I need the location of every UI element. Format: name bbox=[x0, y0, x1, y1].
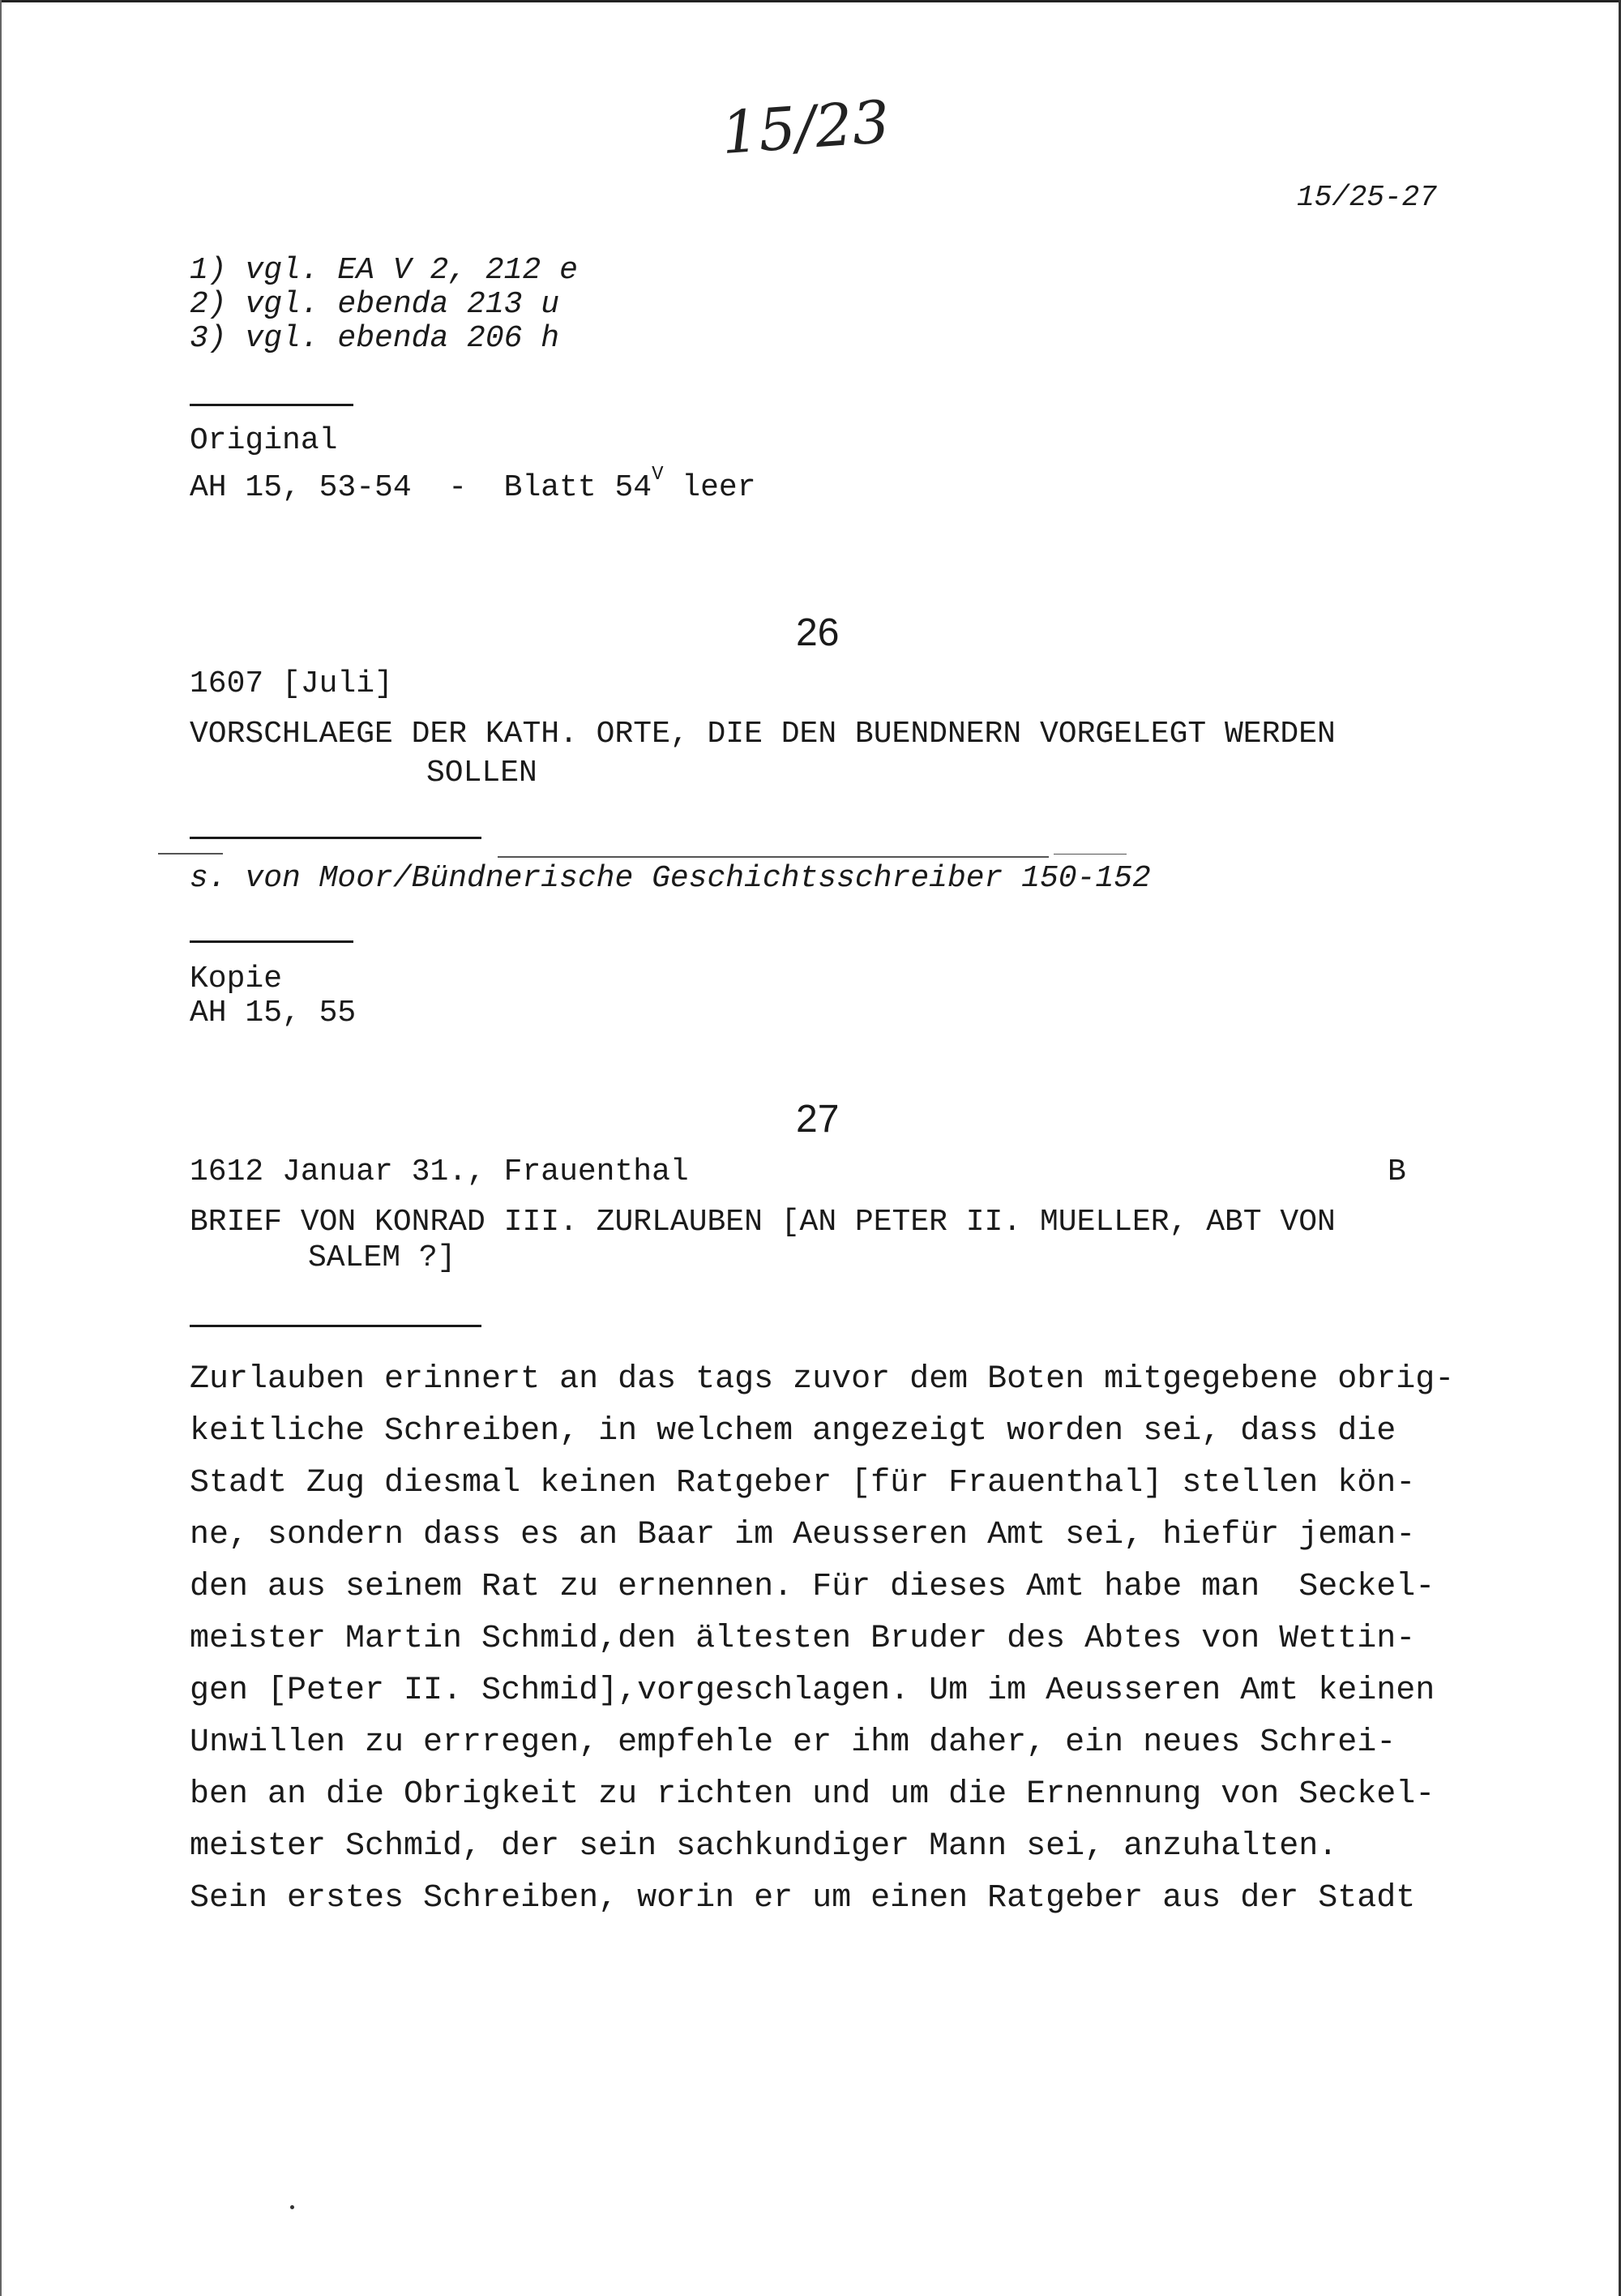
body-line: keitliche Schreiben, in welchem angezeigt worden sei, dass die bbox=[190, 1413, 1396, 1450]
handwritten-archive-number: 15/23 bbox=[719, 87, 892, 168]
body-line: meister Martin Schmid,den ältesten Bruder des Abtes von Wettin- bbox=[190, 1621, 1416, 1657]
footnote-2: 2) vgl. ebenda 213 u bbox=[190, 287, 560, 322]
body-line: gen [Peter II. Schmid],vorgeschlagen. Um im Aeusseren Amt keinen bbox=[190, 1673, 1435, 1709]
page-edge-top bbox=[0, 0, 1621, 2]
page-reference: 15/25-27 bbox=[1297, 181, 1437, 214]
body-line: Stadt Zug diesmal keinen Ratgeber [für Frauenthal] stellen kön- bbox=[190, 1465, 1416, 1501]
body-line: Unwillen zu errregen, empfehle er ihm daher, ein neues Schrei- bbox=[190, 1724, 1396, 1761]
body-line: den aus seinem Rat zu ernennen. Für dieses Amt habe man Seckel- bbox=[190, 1569, 1435, 1605]
scan-artifact bbox=[1054, 854, 1127, 855]
body-line: Sein erstes Schreiben, worin er um einen Ratgeber aus der Stadt bbox=[190, 1880, 1416, 1917]
body-line: ne, sondern dass es an Baar im Aeusseren Amt sei, hiefür jeman- bbox=[190, 1517, 1416, 1553]
page-edge-left bbox=[0, 0, 2, 2296]
body-line: Zurlauben erinnert an das tags zuvor dem Boten mitgegebene obrig- bbox=[190, 1361, 1455, 1398]
entry-26-title-line1: VORSCHLAEGE DER KATH. ORTE, DIE DEN BUENDNERN VORGELEGT WERDEN bbox=[190, 717, 1336, 752]
body-line: ben an die Obrigkeit zu richten und um die Ernennung von Seckel- bbox=[190, 1776, 1435, 1813]
entry-26-source-ref: AH 15, 55 bbox=[190, 996, 357, 1030]
entry-27-marker: B bbox=[1388, 1154, 1406, 1189]
entry-26-date: 1607 [Juli] bbox=[190, 666, 393, 701]
entry-27-date-place: 1612 Januar 31., Frauenthal bbox=[190, 1154, 689, 1189]
entry-27-title-line2: SALEM ?] bbox=[308, 1240, 456, 1275]
scan-artifact bbox=[158, 853, 223, 855]
body-line: meister Schmid, der sein sachkundiger Mann sei, anzuhalten. bbox=[190, 1828, 1338, 1865]
scan-speck bbox=[290, 2205, 294, 2209]
footnote-3: 3) vgl. ebenda 206 h bbox=[190, 321, 560, 356]
source-reference-prev: AH 15, 53-54 - Blatt $54^V$ leer bbox=[190, 464, 756, 505]
entry-27-title-line1: BRIEF VON KONRAD III. ZURLAUBEN [AN PETER II. MUELLER, ABT VON bbox=[190, 1205, 1336, 1240]
entry-26-literature: s. von Moor/Bündnerische Geschichtsschreiber 150-152 bbox=[190, 861, 1151, 896]
entry-number-27: 27 bbox=[796, 1098, 840, 1141]
source-type-original: Original bbox=[190, 423, 338, 458]
entry-26-title-line2: SOLLEN bbox=[426, 756, 537, 790]
entry-26-source-type: Kopie bbox=[190, 962, 283, 996]
footnote-1: 1) vgl. EA V 2, 212 e bbox=[190, 253, 578, 288]
section-rule bbox=[190, 1325, 481, 1327]
section-rule bbox=[190, 404, 353, 406]
section-rule bbox=[190, 940, 353, 943]
entry-number-26: 26 bbox=[796, 611, 840, 654]
scan-artifact bbox=[498, 856, 1049, 858]
section-rule bbox=[190, 837, 481, 839]
